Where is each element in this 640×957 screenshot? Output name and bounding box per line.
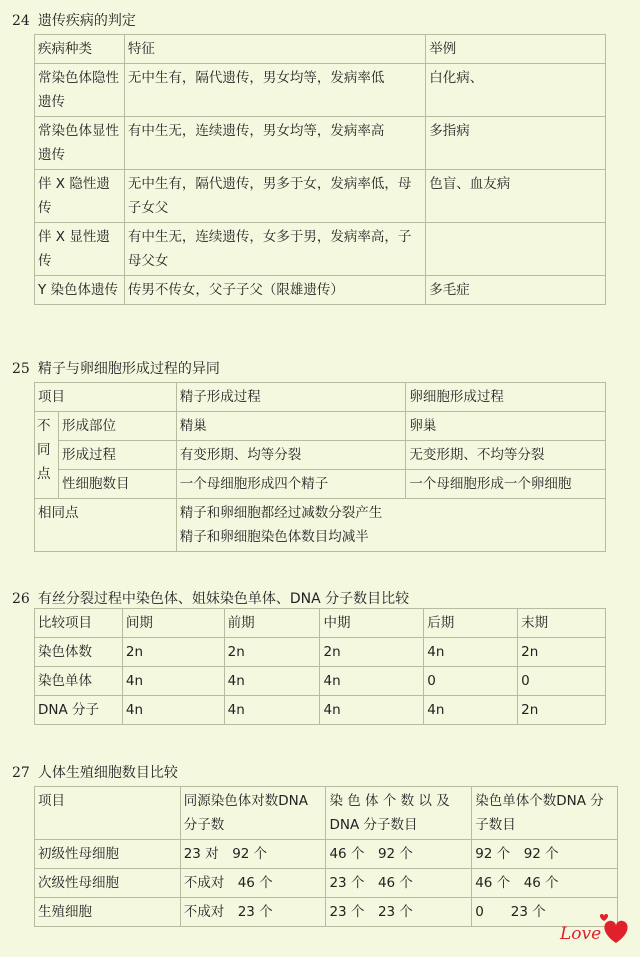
egg-value: 无变形期、不均等分裂	[406, 441, 606, 470]
table-row	[35, 64, 606, 117]
header-cell: 项目	[35, 787, 181, 840]
header-cell: 同源染色体对数DNA 分子数	[180, 787, 326, 840]
value-cell: 4n	[320, 667, 424, 696]
heart-small-icon	[600, 914, 608, 921]
value-cell: 0 23 个	[472, 898, 618, 927]
table-row	[35, 117, 606, 170]
disease-type: 常染色体显性遗传	[35, 117, 125, 170]
same-line: 精子和卵细胞染色体数目均减半	[179, 529, 369, 545]
difference-label: 不同点	[35, 412, 59, 499]
sperm-value: 有变形期、均等分裂	[176, 441, 406, 470]
row-label: 初级性母细胞	[35, 840, 181, 869]
value-cell: 23 个 23 个	[326, 898, 472, 927]
table-row	[35, 499, 606, 552]
disease-type: 常染色体隐性遗传	[35, 64, 125, 117]
table-row	[35, 223, 606, 276]
value-cell: 4n	[224, 667, 320, 696]
header-cell: 比较项目	[35, 609, 123, 638]
disease-type: Y 染色体遗传	[35, 276, 125, 305]
header-cell: 疾病种类	[35, 35, 125, 64]
section-27-title	[12, 762, 178, 782]
table-mitosis	[34, 608, 606, 725]
table-gamete-formation	[34, 382, 606, 552]
section-heading: 人体生殖细胞数目比较	[37, 765, 178, 781]
header-cell: 特征	[124, 35, 425, 64]
header-cell: 中期	[320, 609, 424, 638]
value-cell: 46 个 46 个	[472, 869, 618, 898]
value-cell: 不成对 23 个	[180, 898, 326, 927]
table-row	[35, 696, 606, 725]
header-cell: 末期	[518, 609, 606, 638]
table-hereditary-diseases	[34, 34, 606, 305]
header-cell: 前期	[224, 609, 320, 638]
value-cell: 2n	[320, 638, 424, 667]
section-number: 27	[12, 765, 30, 781]
love-logo	[558, 913, 634, 951]
table-row	[35, 441, 606, 470]
disease-type: 伴 X 显性遗传	[35, 223, 125, 276]
disease-feature: 传男不传女，父子子父（限雄遗传）	[124, 276, 425, 305]
table-row	[35, 470, 606, 499]
item-name: 性细胞数目	[58, 470, 176, 499]
header-cell: 间期	[122, 609, 224, 638]
value-cell: 92 个 92 个	[472, 840, 618, 869]
value-cell: 2n	[224, 638, 320, 667]
same-content	[176, 499, 605, 552]
disease-example: 多指病	[426, 117, 606, 170]
value-cell: 0	[518, 667, 606, 696]
egg-value: 一个母细胞形成一个卵细胞	[406, 470, 606, 499]
disease-type: 伴 X 隐性遗传	[35, 170, 125, 223]
section-24-title	[12, 10, 136, 30]
header-cell: 卵细胞形成过程	[406, 383, 606, 412]
row-label: 染色体数	[35, 638, 123, 667]
section-number: 26	[12, 591, 30, 607]
row-label: 次级性母细胞	[35, 869, 181, 898]
header-cell: 项目	[35, 383, 177, 412]
same-label: 相同点	[35, 499, 177, 552]
same-line: 精子和卵细胞都经过减数分裂产生	[179, 505, 383, 521]
disease-feature: 无中生有，隔代遗传，男多于女，发病率低，母子女父	[124, 170, 425, 223]
table-row	[35, 840, 618, 869]
section-number: 24	[12, 13, 30, 29]
header-cell: 染色单体个数DNA 分子数目	[472, 787, 618, 840]
heart-icon	[604, 921, 627, 943]
section-heading: 有丝分裂过程中染色体、姐妹染色单体、DNA 分子数目比较	[37, 591, 410, 607]
value-cell: 4n	[224, 696, 320, 725]
sperm-value: 精巢	[176, 412, 406, 441]
value-cell: 4n	[122, 696, 224, 725]
value-cell: 4n	[122, 667, 224, 696]
disease-feature: 无中生有，隔代遗传，男女均等，发病率低	[124, 64, 425, 117]
table-row	[35, 276, 606, 305]
disease-example: 色盲、血友病	[426, 170, 606, 223]
value-cell: 0	[424, 667, 518, 696]
value-cell: 不成对 46 个	[180, 869, 326, 898]
disease-feature: 有中生无，连续遗传，男女均等，发病率高	[124, 117, 425, 170]
item-name: 形成部位	[58, 412, 176, 441]
row-label: 染色单体	[35, 667, 123, 696]
value-cell: 23 个 46 个	[326, 869, 472, 898]
table-header-row	[35, 609, 606, 638]
value-cell: 4n	[424, 638, 518, 667]
table-row	[35, 667, 606, 696]
header-cell: 举例	[426, 35, 606, 64]
table-germ-cells	[34, 786, 618, 927]
table-header-row	[35, 787, 618, 840]
table-row	[35, 170, 606, 223]
section-25-title	[12, 358, 220, 378]
love-logo-text: Love	[560, 924, 602, 944]
value-cell: 2n	[518, 638, 606, 667]
value-cell: 23 对 92 个	[180, 840, 326, 869]
egg-value: 卵巢	[406, 412, 606, 441]
section-26-title	[12, 588, 409, 608]
table-row	[35, 638, 606, 667]
love-logo-graphic	[558, 913, 634, 947]
table-row	[35, 412, 606, 441]
item-name: 形成过程	[58, 441, 176, 470]
row-label: DNA 分子	[35, 696, 123, 725]
value-cell: 2n	[518, 696, 606, 725]
value-cell: 4n	[320, 696, 424, 725]
table-header-row	[35, 383, 606, 412]
sperm-value: 一个母细胞形成四个精子	[176, 470, 406, 499]
disease-feature: 有中生无，连续遗传，女多于男，发病率高，子母父女	[124, 223, 425, 276]
disease-example: 多毛症	[426, 276, 606, 305]
section-heading: 精子与卵细胞形成过程的异同	[37, 361, 220, 377]
header-cell: 后期	[424, 609, 518, 638]
header-cell: 染 色 体 个 数 以 及DNA 分子数目	[326, 787, 472, 840]
disease-example	[426, 223, 606, 276]
value-cell: 46 个 92 个	[326, 840, 472, 869]
section-heading: 遗传疾病的判定	[37, 13, 136, 29]
table-header-row	[35, 35, 606, 64]
value-cell: 4n	[424, 696, 518, 725]
row-label: 生殖细胞	[35, 898, 181, 927]
section-number: 25	[12, 361, 30, 377]
disease-example: 白化病、	[426, 64, 606, 117]
table-row	[35, 898, 618, 927]
value-cell: 2n	[122, 638, 224, 667]
header-cell: 精子形成过程	[176, 383, 406, 412]
table-row	[35, 869, 618, 898]
